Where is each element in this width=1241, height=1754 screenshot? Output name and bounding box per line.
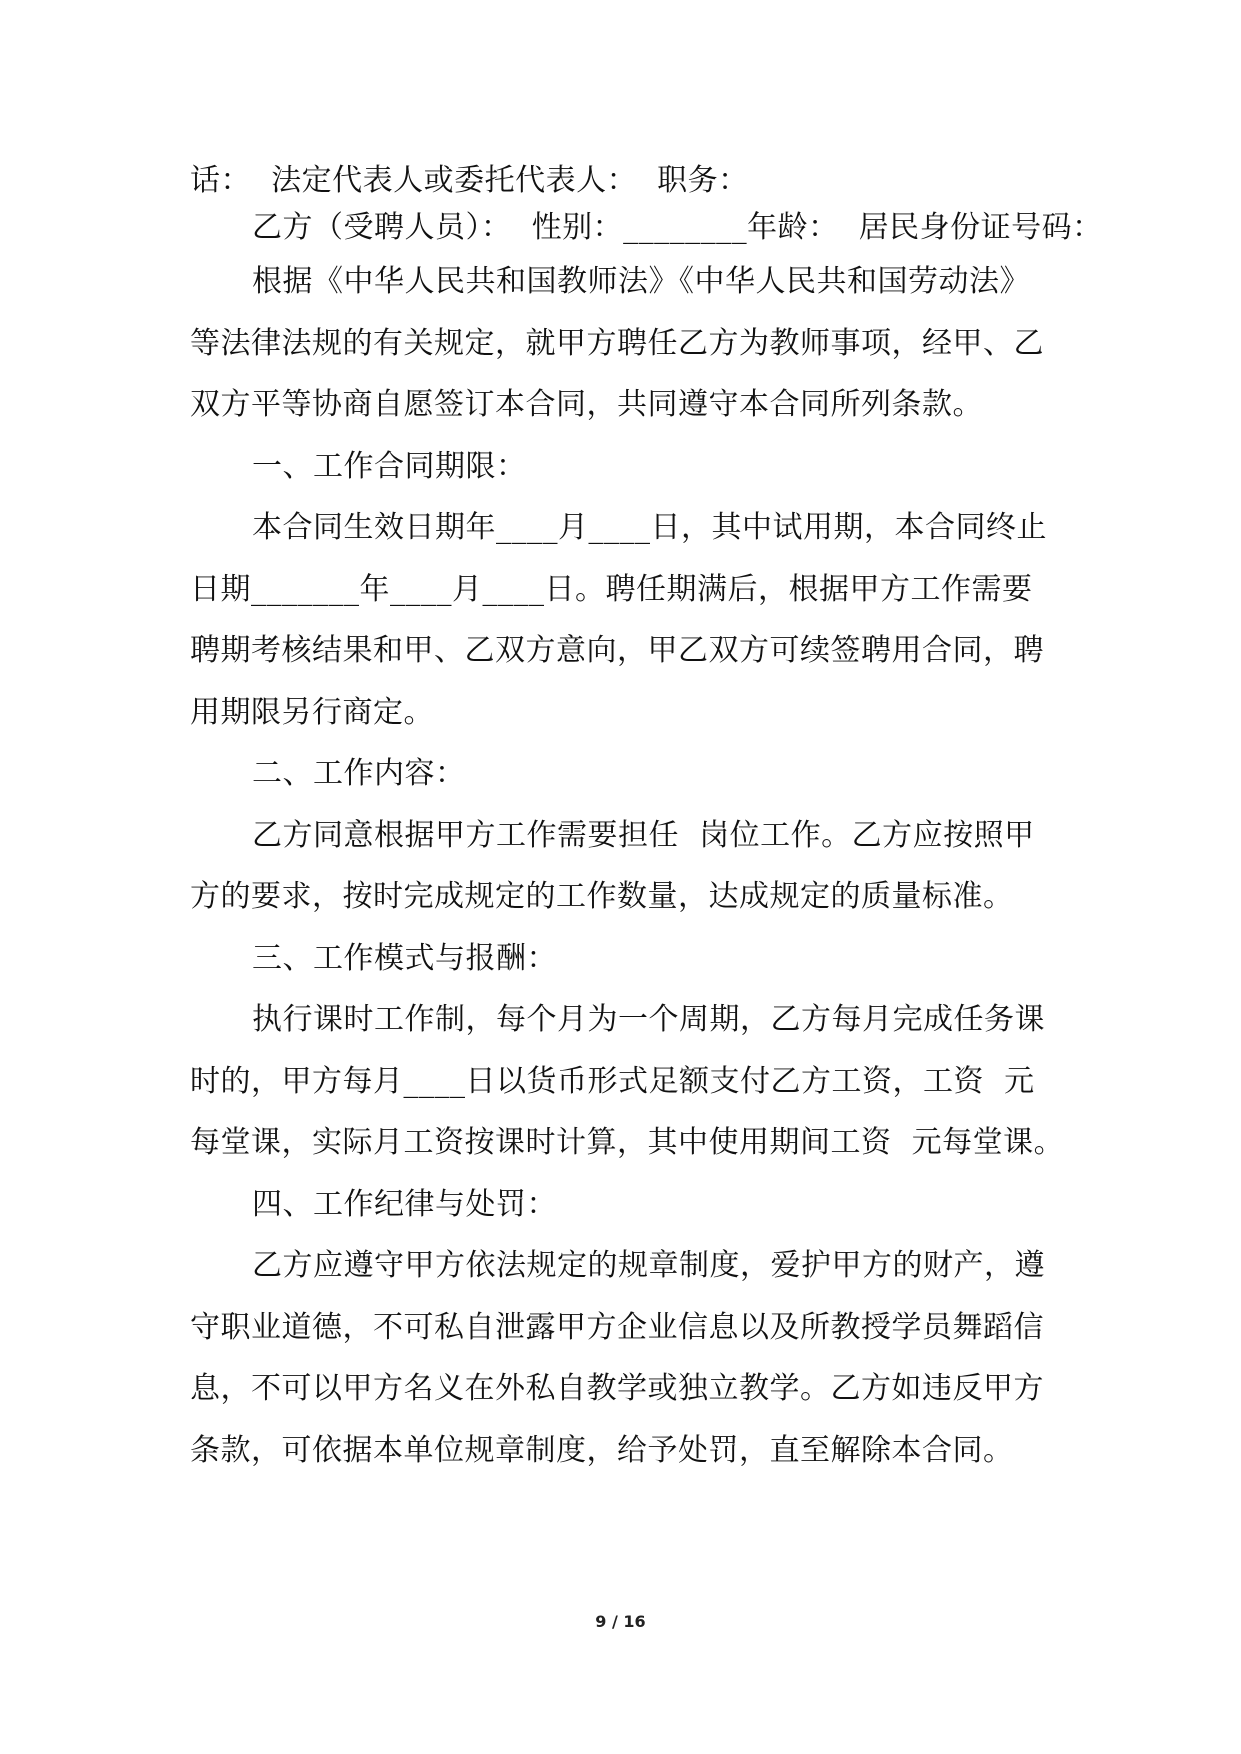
text-line: 本合同生效日期年____月____日，其中试用期，本合同终止 bbox=[252, 510, 1047, 545]
page-number: 9 / 16 bbox=[595, 1612, 646, 1631]
text-line: 执行课时工作制，每个月为一个周期，乙方每月完成任务课 bbox=[252, 1002, 1045, 1037]
text-line: 话： 法定代表人或委托代表人： 职务： bbox=[190, 163, 749, 198]
section-heading: 一、工作合同期限： bbox=[252, 449, 527, 484]
section-heading: 三、工作模式与报酬： bbox=[252, 941, 557, 976]
text-line: 息，不可以甲方名义在外私自教学或独立教学。乙方如违反甲方 bbox=[190, 1371, 1044, 1406]
text-line: 条款，可依据本单位规章制度，给予处罚，直至解除本合同。 bbox=[190, 1433, 1014, 1468]
text-line: 乙方应遵守甲方依法规定的规章制度，爱护甲方的财产，遵 bbox=[252, 1248, 1045, 1283]
text-line: 等法律法规的有关规定，就甲方聘任乙方为教师事项，经甲、乙 bbox=[190, 326, 1044, 361]
text-line: 用期限另行商定。 bbox=[190, 695, 434, 730]
section-heading: 二、工作内容： bbox=[252, 756, 466, 791]
text-line: 每堂课，实际月工资按课时计算，其中使用期间工资 元每堂课。 bbox=[190, 1125, 1065, 1160]
text-line: 时的，甲方每月____日以货币形式足额支付乙方工资，工资 元 bbox=[190, 1064, 1035, 1099]
text-line: 方的要求，按时完成规定的工作数量，达成规定的质量标准。 bbox=[190, 879, 1014, 914]
text-line: 乙方（受聘人员）： 性别：________年龄： 居民身份证号码： bbox=[252, 210, 1103, 245]
text-line: 乙方同意根据甲方工作需要担任 岗位工作。乙方应按照甲 bbox=[252, 818, 1035, 853]
text-line: 日期_______年____月____日。聘任期满后，根据甲方工作需要 bbox=[190, 572, 1033, 607]
text-line: 双方平等协商自愿签订本合同，共同遵守本合同所列条款。 bbox=[190, 387, 983, 422]
text-line: 聘期考核结果和甲、乙双方意向，甲乙双方可续签聘用合同，聘 bbox=[190, 633, 1044, 668]
text-line: 守职业道德，不可私自泄露甲方企业信息以及所教授学员舞蹈信 bbox=[190, 1310, 1044, 1345]
section-heading: 四、工作纪律与处罚： bbox=[252, 1187, 557, 1222]
text-line: 根据《中华人民共和国教师法》《中华人民共和国劳动法》 bbox=[252, 264, 1030, 299]
